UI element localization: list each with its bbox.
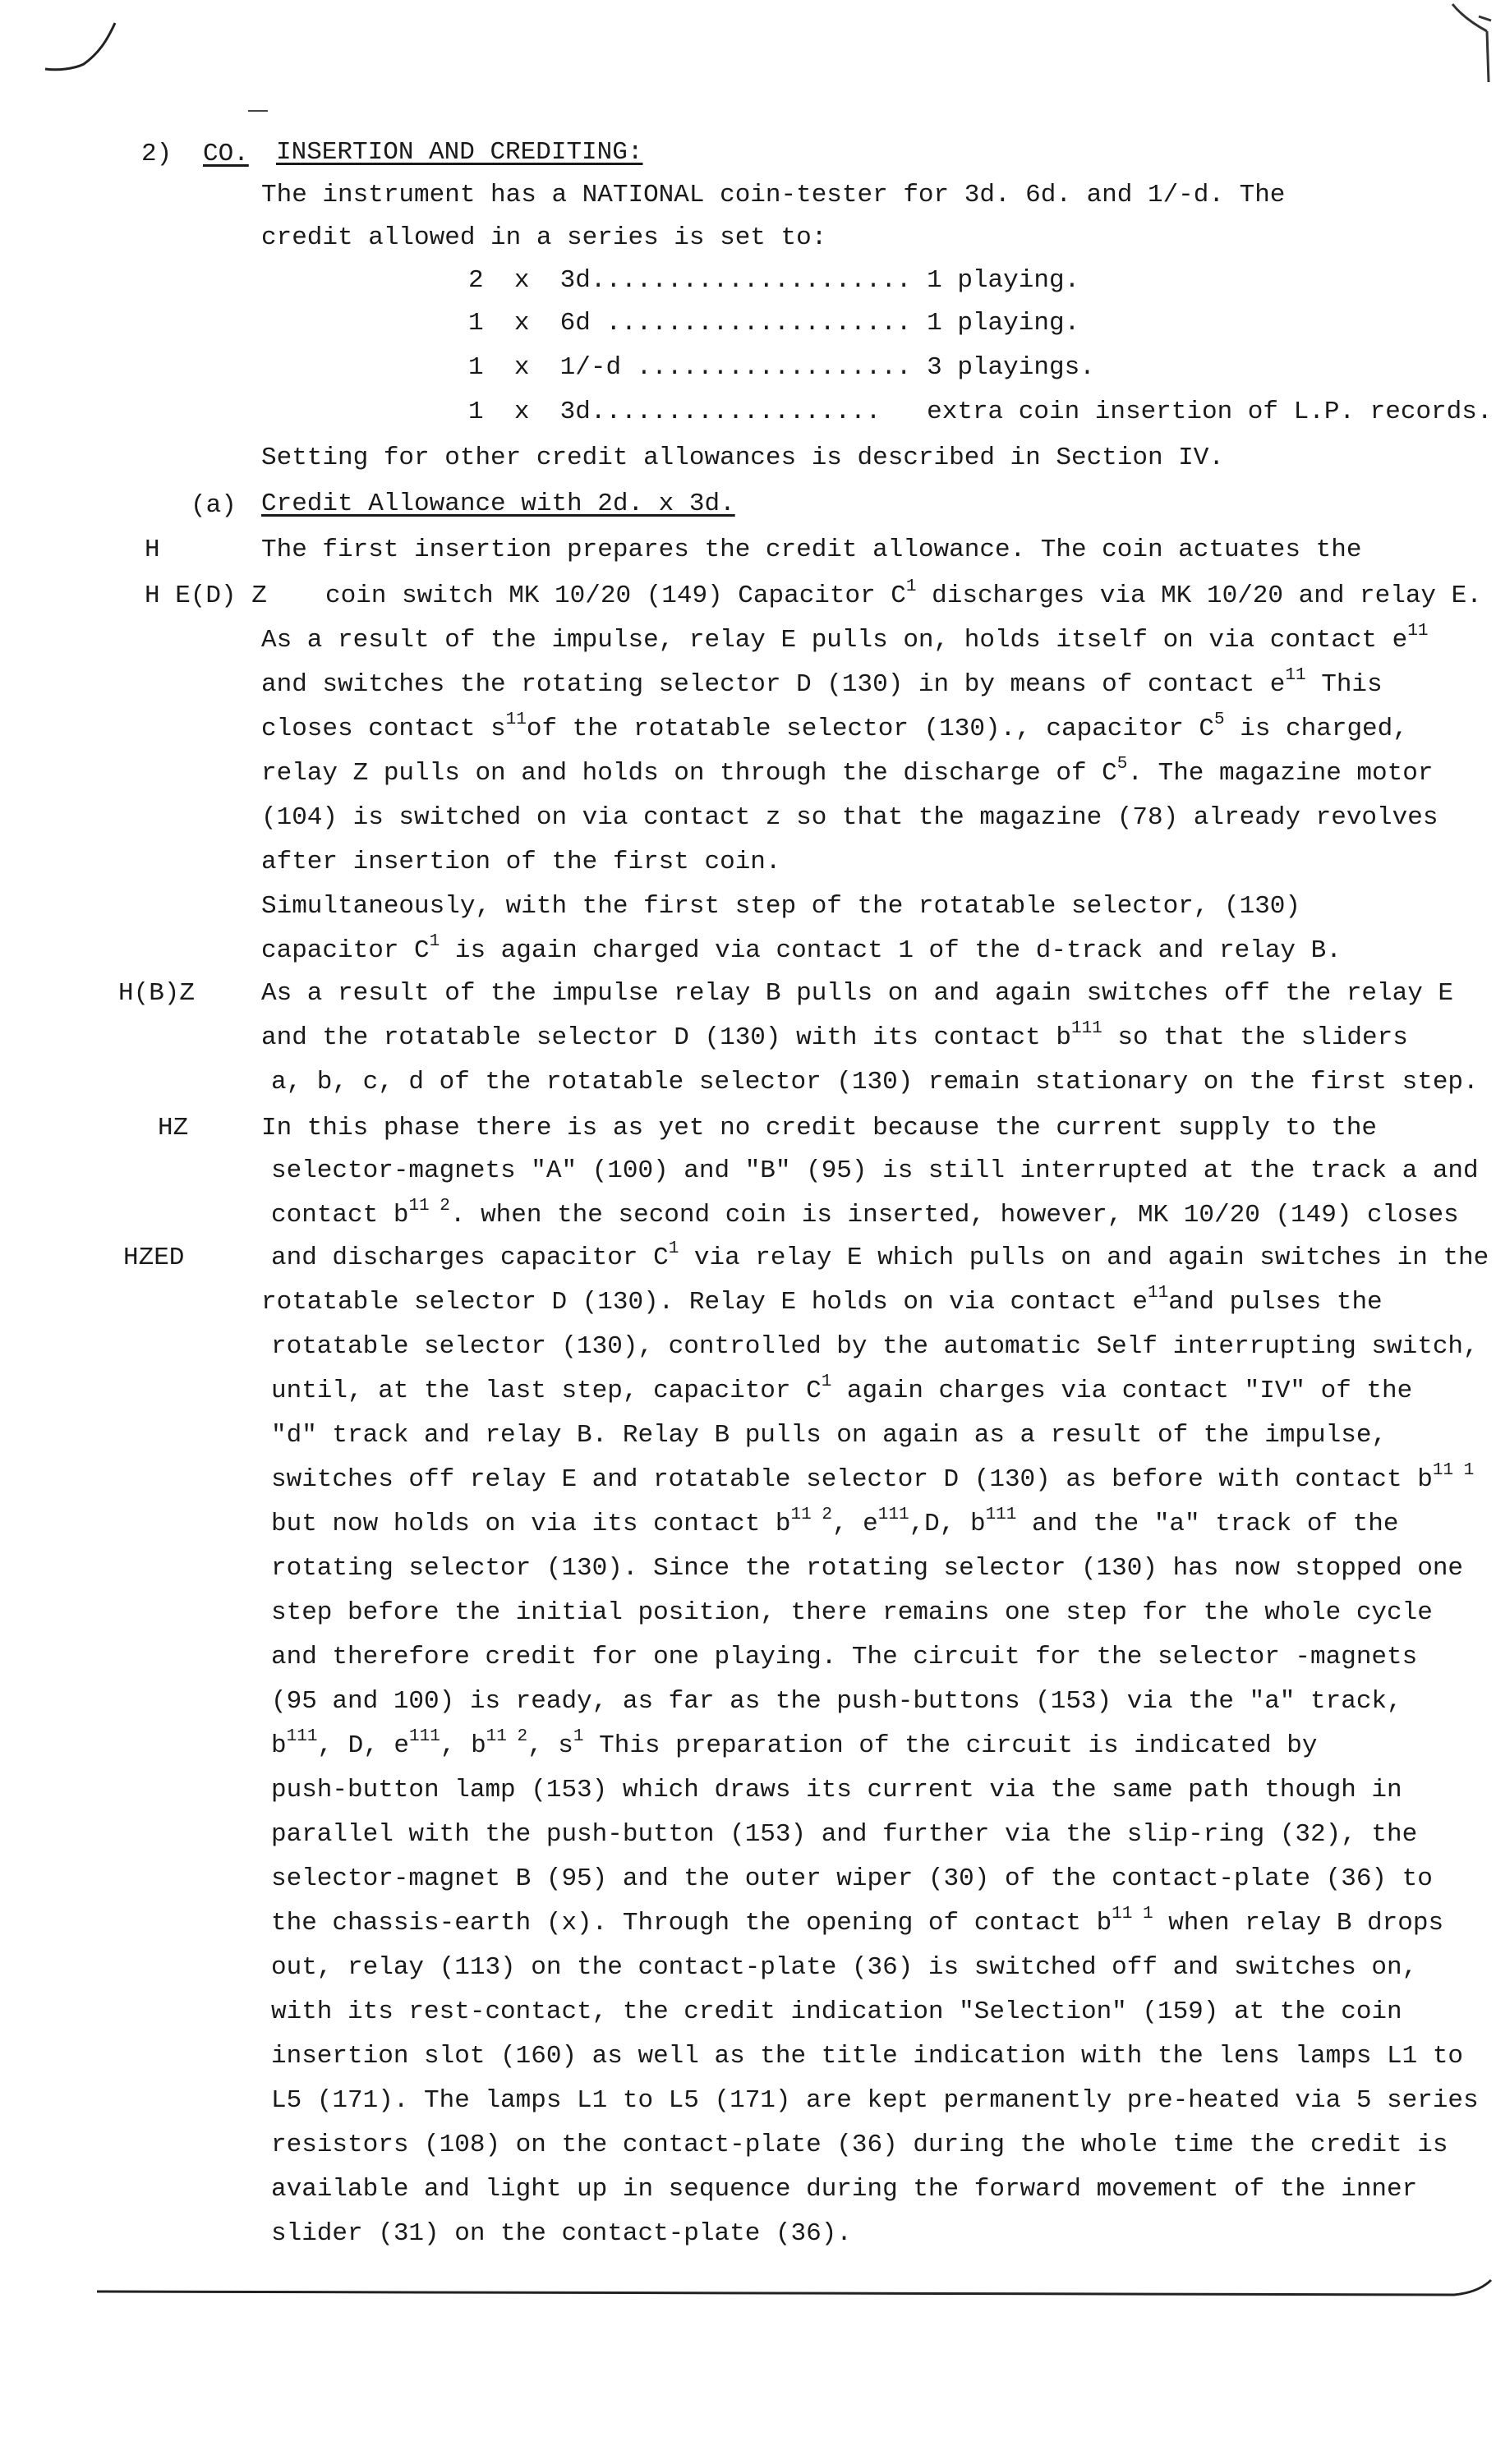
body-line: but now holds on via its contact $b^{11 2}$, $e^{111},D$, $b^{111}$ and the "a" track of the: [271, 1506, 1399, 1538]
margin-note: H: [145, 536, 160, 564]
credit-qty: 1: [468, 398, 484, 426]
section-title-prefix: CO.: [203, 140, 249, 168]
body-line: capacitor $C^1$ is again charged via contact 1 of the d-track and relay B.: [261, 932, 1342, 965]
body-line: relay Z pulls on and holds on through the discharge of $C^5$. The magazine motor: [261, 755, 1434, 788]
body-line: insertion slot (160) as well as the title indication with the lens lamps L1 to: [271, 2042, 1464, 2071]
body-line: As a result of the impulse, relay E pulls on, holds itself on via contact $e^{11}$: [261, 622, 1429, 655]
intro-line: credit allowed in a series is set to:: [261, 223, 827, 252]
section-number: 2): [141, 140, 173, 168]
setting-note: Setting for other credit allowances is described in Section IV.: [261, 444, 1224, 472]
small-dash-mark: [246, 107, 271, 115]
margin-note: HZED: [123, 1243, 185, 1272]
body-line: "d" track and relay B. Relay B pulls on again as a result of the impulse,: [271, 1421, 1388, 1450]
credit-x: x: [513, 353, 530, 382]
body-line: the chassis-earth (x). Through the opening of contact $b^{11 1}$ when relay B drops: [271, 1905, 1444, 1938]
body-line: and therefore credit for one playing. The circuit for the selector -magnets: [271, 1643, 1418, 1671]
corner-pen-mark-right: [1446, 0, 1495, 99]
intro-line: The instrument has a NATIONAL coin-tester for 3d. 6d. and 1/-d. The: [261, 181, 1286, 209]
body-line: $b^{111}$, D, $e^{111}$, $b^{11 2}$, $s^1$ This preparation of the circuit is indicated by: [271, 1727, 1318, 1760]
body-line: a, b, c, d of the rotatable selector (130) remain stationary on the first step.: [271, 1068, 1479, 1096]
credit-row: [468, 264, 1079, 297]
body-line: (104) is switched on via contact z so that the magazine (78) already revolves: [261, 803, 1438, 832]
body-line: step before the initial position, there remains one step for the whole cycle: [271, 1598, 1433, 1627]
credit-x: x: [513, 266, 530, 295]
credit-result: 1 playing.: [927, 309, 1080, 338]
body-line: out, relay (113) on the contact-plate (36) is switched off and switches on,: [271, 1953, 1418, 1982]
body-line: and discharges capacitor $C^1$ via relay E which pulls on and again switches in the: [271, 1239, 1489, 1272]
credit-qty: 2: [468, 266, 484, 295]
credit-row: [468, 352, 1095, 384]
credit-coin: 6d ....................: [559, 309, 912, 338]
credit-result: 1 playing.: [927, 266, 1080, 295]
subsection-title: Credit Allowance with 2d. x 3d.: [261, 490, 735, 518]
credit-row: [468, 396, 1492, 429]
body-line: after insertion of the first coin.: [261, 848, 781, 876]
subsection-label: (a): [191, 491, 237, 520]
body-line: (95 and 100) is ready, as far as the push-buttons (153) via the "a" track,: [271, 1687, 1402, 1716]
body-line: rotatable selector D (130). Relay E holds on via contact $e^{11}and$ pulses the: [261, 1284, 1383, 1317]
margin-note: H(B)Z: [118, 979, 196, 1008]
bottom-divider: [90, 2273, 1496, 2306]
body-line: closes contact $s^{11}of$ the rotatable selector (130)., capacitor $C^5$ is charged,: [261, 710, 1408, 743]
body-line: L5 (171). The lamps L1 to L5 (171) are kept permanently pre-heated via 5 series: [271, 2086, 1479, 2115]
body-line: contact $b^{11 2}$. when the second coin is inserted, however, MK 10/20 (149) closes: [271, 1197, 1459, 1230]
body-line: As a result of the impulse relay B pulls on and again switches off the relay E: [261, 979, 1454, 1008]
body-line: parallel with the push-button (153) and further via the slip-ring (32), the: [271, 1820, 1418, 1849]
body-line: slider (31) on the contact-plate (36).: [271, 2219, 852, 2248]
margin-note: H E(D) Z: [145, 582, 267, 610]
credit-result: 3 playings.: [927, 353, 1095, 382]
body-line: switches off relay E and rotatable selector D (130) as before with contact $b^{11 1}$: [271, 1461, 1475, 1494]
body-line: coin switch MK 10/20 (149) Capacitor $C^1$ discharges via MK 10/20 and relay E.: [325, 577, 1482, 610]
section-title: INSERTION AND CREDITING:: [276, 138, 643, 167]
body-line: rotating selector (130). Since the rotating selector (130) has now stopped one: [271, 1554, 1464, 1583]
body-line: selector-magnets "A" (100) and "B" (95) is still interrupted at the track a and: [271, 1156, 1479, 1185]
body-line: and switches the rotating selector D (130) in by means of contact $e^{11}$ This: [261, 666, 1383, 699]
body-line: until, at the last step, capacitor $C^1$ again charges via contact "IV" of the: [271, 1372, 1413, 1405]
body-line: The first insertion prepares the credit allowance. The coin actuates the: [261, 536, 1362, 564]
body-line: push-button lamp (153) which draws its current via the same path though in: [271, 1776, 1402, 1804]
body-line: with its rest-contact, the credit indication "Selection" (159) at the coin: [271, 1997, 1402, 2026]
credit-coin: 3d.....................: [559, 266, 912, 295]
body-line: Simultaneously, with the first step of the rotatable selector, (130): [261, 892, 1301, 921]
body-line: resistors (108) on the contact-plate (36) during the whole time the credit is: [271, 2131, 1448, 2159]
credit-coin: 3d...................: [559, 398, 881, 426]
body-line: selector-magnet B (95) and the outer wiper (30) of the contact-plate (36) to: [271, 1864, 1433, 1893]
corner-pen-mark-left: [33, 16, 131, 74]
margin-note: HZ: [158, 1114, 189, 1142]
body-line: In this phase there is as yet no credit because the current supply to the: [261, 1114, 1378, 1142]
credit-x: x: [513, 309, 530, 338]
credit-x: x: [513, 398, 530, 426]
credit-row: [468, 307, 1079, 340]
body-line: rotatable selector (130), controlled by the automatic Self interrupting switch,: [271, 1332, 1479, 1361]
credit-qty: 1: [468, 309, 484, 338]
body-line: available and light up in sequence during the forward movement of the inner: [271, 2175, 1418, 2204]
body-line: and the rotatable selector D (130) with its contact $b^{111}$ so that the sliders: [261, 1019, 1408, 1052]
credit-qty: 1: [468, 353, 484, 382]
credit-result: extra coin insertion of L.P. records.: [927, 398, 1493, 426]
credit-coin: 1/-d ..................: [559, 353, 912, 382]
